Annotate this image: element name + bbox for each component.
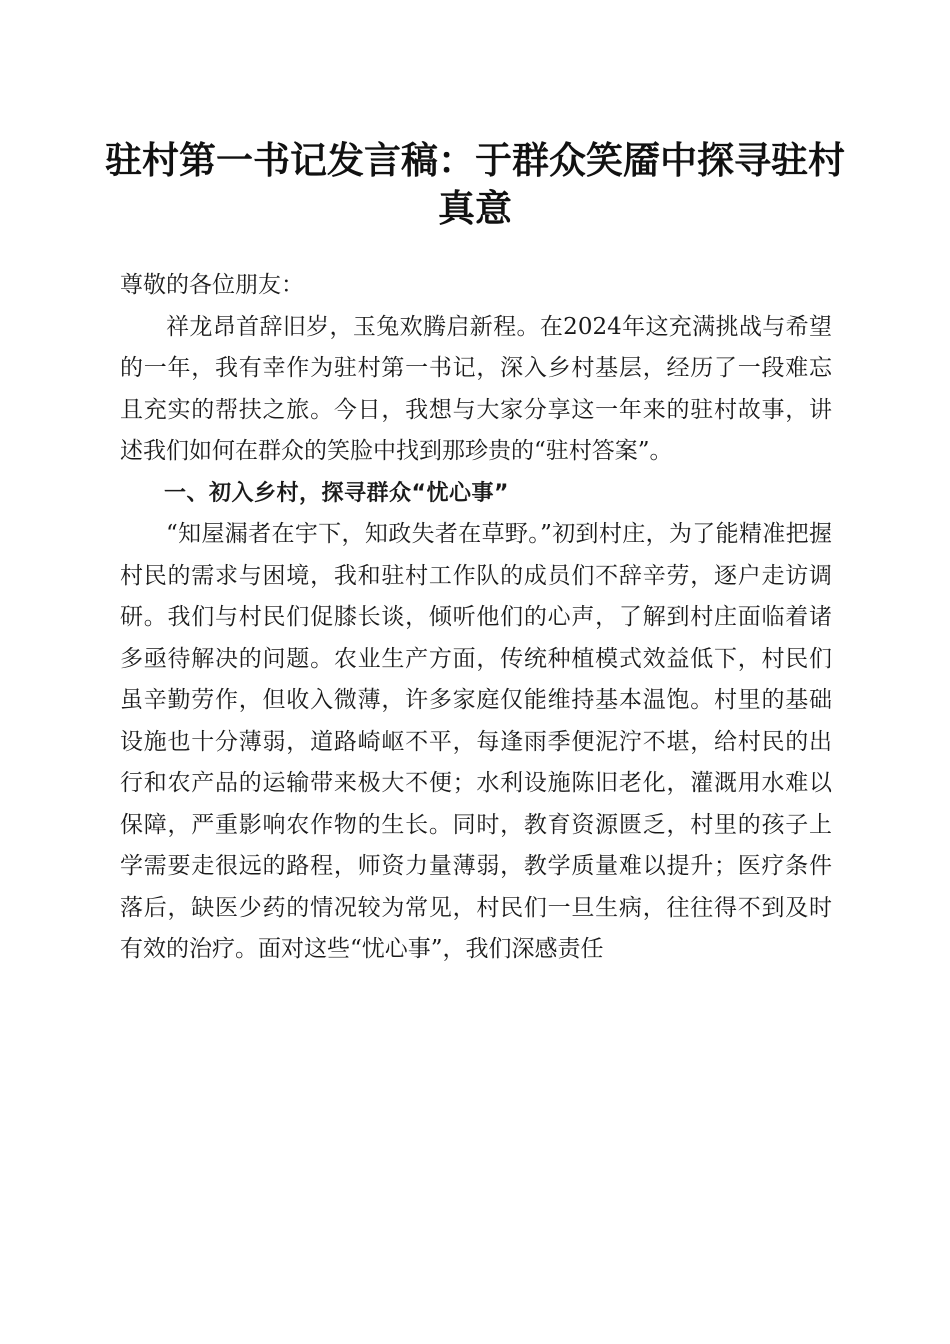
intro-paragraph: 祥龙昂首辞旧岁，玉兔欢腾启新程。在2024年这充满挑战与希望的一年，我有幸作为驻村第一书记，深入乡村基层，经历了一段难忘且充实的帮扶之旅。今日，我想与大家分享这一年来的驻村故事，讲述我们如何在群众的笑脸中找到那珍贵的“驻村答案”。 xyxy=(120,313,832,464)
section-heading: 一、初入乡村，探寻群众“忧心事” xyxy=(164,480,509,506)
document-body xyxy=(120,265,832,971)
section-paragraph: “知屋漏者在宇下，知政失者在草野。”初到村庄，为了能精准把握村民的需求与困境，我和驻村工作队的成员们不辞辛劳，逐户走访调研。我们与村民们促膝长谈，倾听他们的心声，了解到村庄面临着诸多亟待解决的问题。农业生产方面，传统种植模式效益低下，村民们虽辛勤劳作，但收入微薄，许多家庭仅能维持基本温饱。村里的基础设施也十分薄弱，道路崎岖不平，每逢雨季便泥泞不堪，给村民的出行和农产品的运输带来极大不便；水利设施陈旧老化，灌溉用水难以保障，严重影响农作物的生长。同时，教育资源匮乏，村里的孩子上学需要走很远的路程，师资力量薄弱，教学质量难以提升；医疗条件落后，缺医少药的情况较为常见，村民们一旦生病，往往得不到及时有效的治疗。面对这些“忧心事”，我们深感责任 xyxy=(120,521,832,962)
document-title: 驻村第一书记发言稿：于群众笑靥中探寻驻村真意 xyxy=(105,138,845,230)
salutation: 尊敬的各位朋友： xyxy=(120,272,304,298)
